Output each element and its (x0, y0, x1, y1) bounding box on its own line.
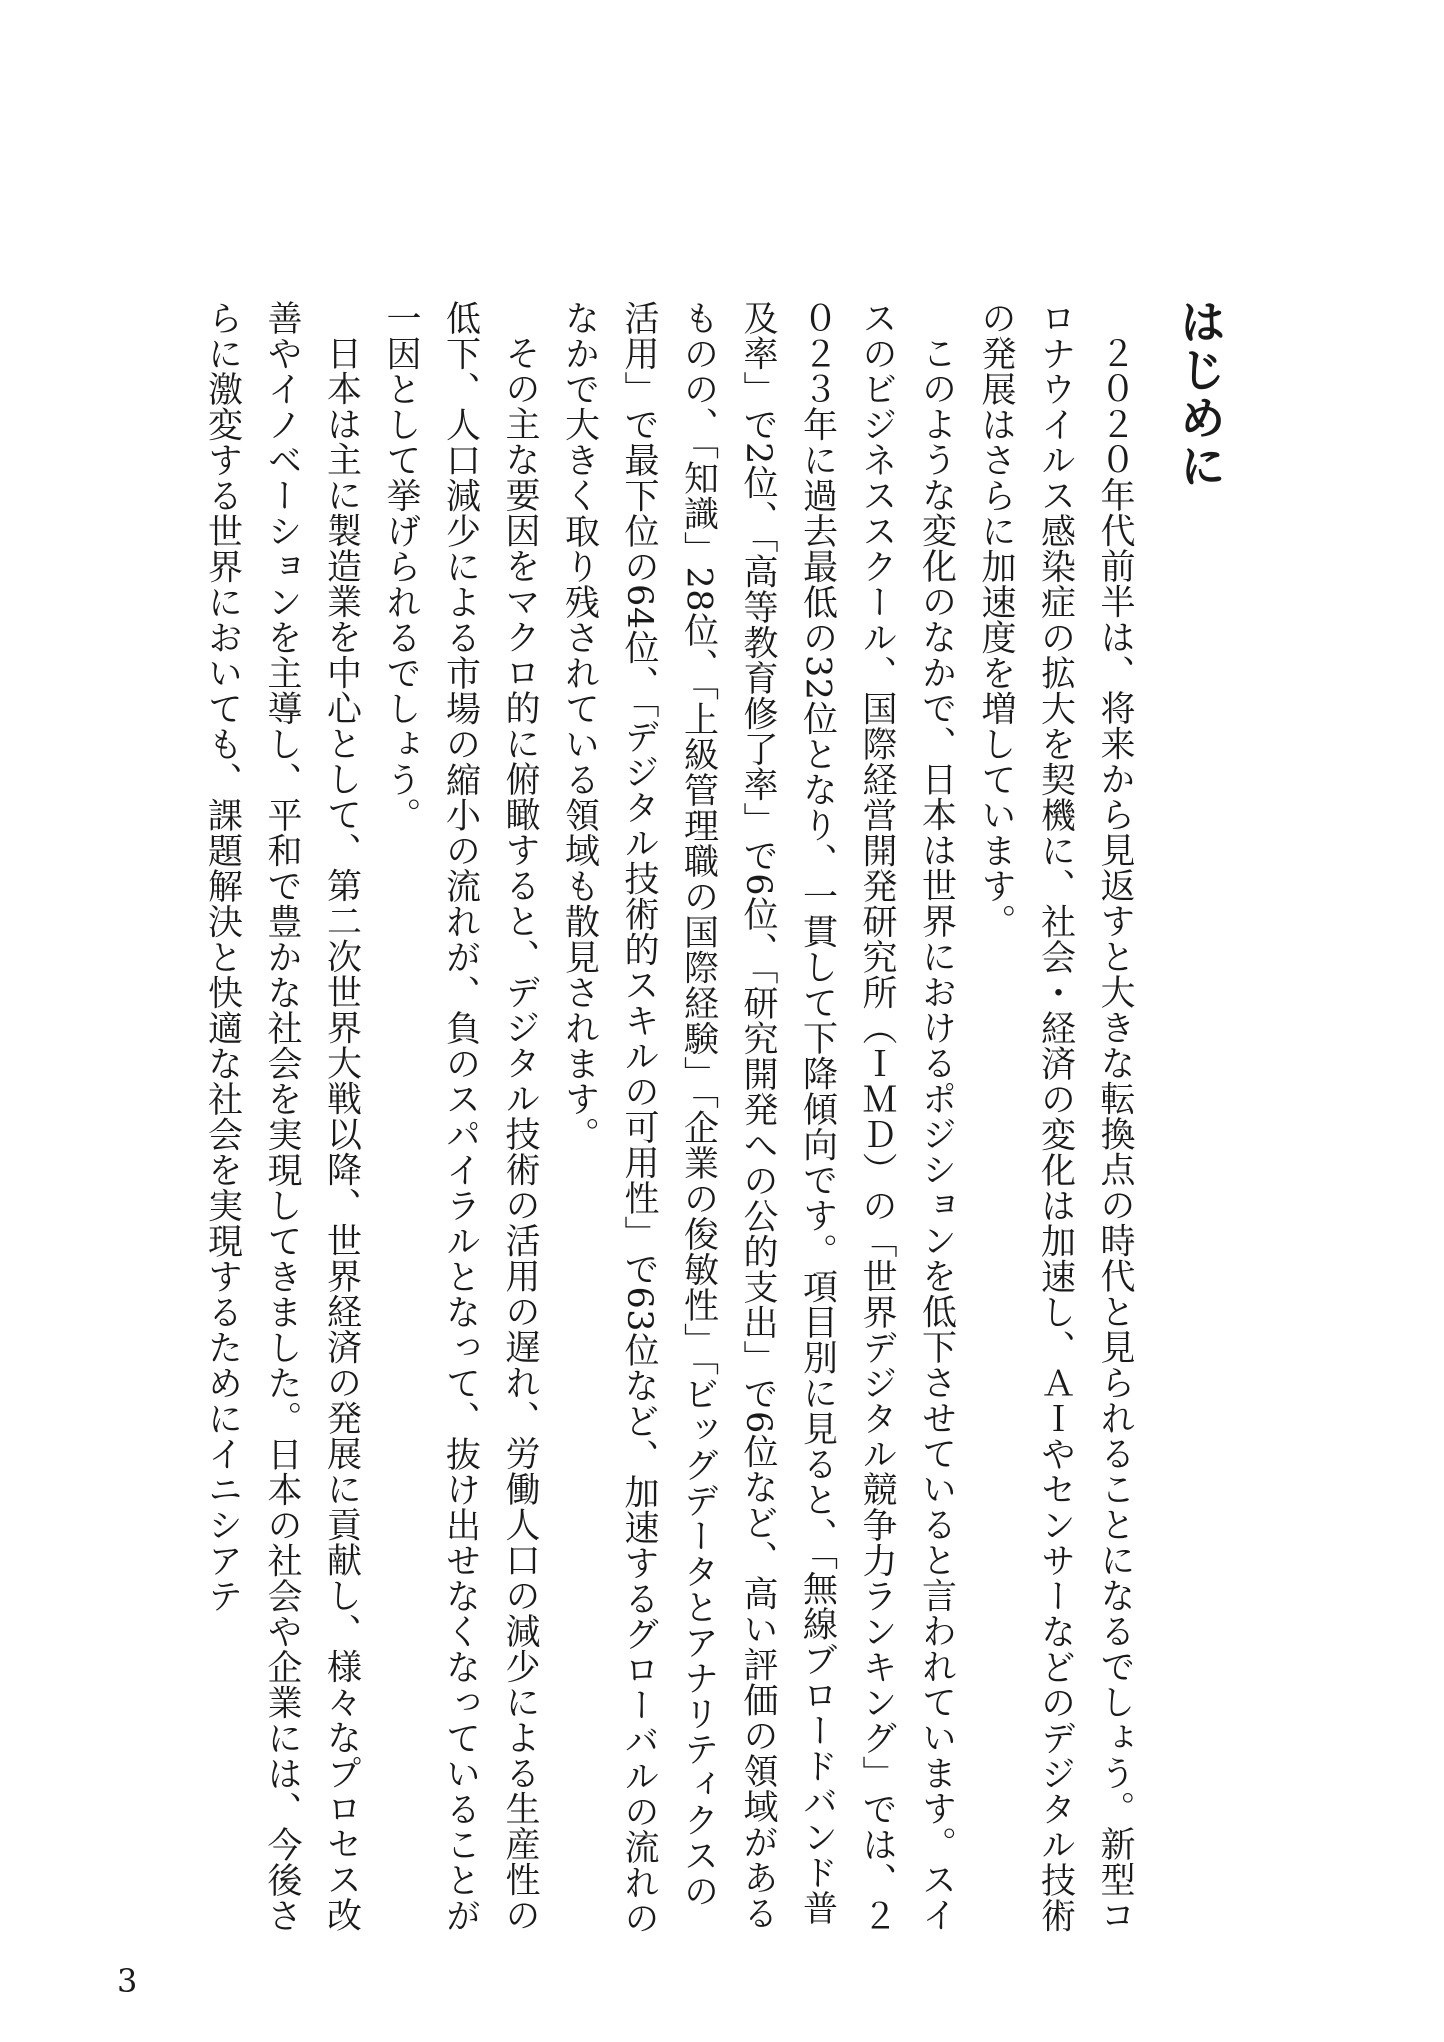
page-number: 3 (117, 1962, 138, 2000)
paragraph: ２０２０年代前半は、将来から見返すと大きな転換点の時代と見られることになるでしょう。新型コロナウイルス感染症の拡大を契機に、社会・経済の変化は加速し、ＡＩやセンサーなどのデジタル技術の発展はさらに加速度を増しています。 (976, 300, 1135, 1933)
paragraph: このような変化のなかで、日本は世界におけるポジションを低下させていると言われています。スイスのビジネススクール、国際経営開発研究所（ＩＭＤ）の「世界デジタル競争力ランキング」では、２０２３年に過去最低の32位となり、一貫して下降傾向です。項目別に見ると、「無線ブロードバンド普及率」で2位、「高等教育修了率」で6位、「研究開発への公的支出」で6位など、高い評価の領域があるものの、「知識」28位、「上級管理職の国際経験」「企業の俊敏性」「ビッグデータとアナリティクスの活用」で最下位の64位、「デジタル技術的スキルの可用性」で63位など、加速するグローバルの流れのなかで大きく取り残されている領域も散見されます。 (559, 300, 957, 1936)
body-text (164, 300, 1144, 1940)
paragraph: 日本は主に製造業を中心として、第二次世界大戦以降、世界経済の発展に貢献し、様々なプロセス改善やイノベーションを主導し、平和で豊かな社会を実現してきました。日本の社会や企業には、今後さらに激変する世界においても、課題解決と快適な社会を実現するためにイニシアテ (202, 300, 362, 1933)
paragraph: その主な要因をマクロ的に俯瞰すると、デジタル技術の活用の遅れ、労働人口の減少による生産性の低下、人口減少による市場の縮小の流れが、負のスパイラルとなって、抜け出せなくなっていることが一因として挙げられるでしょう。 (381, 300, 540, 1933)
chapter-title: はじめに (1173, 298, 1227, 490)
